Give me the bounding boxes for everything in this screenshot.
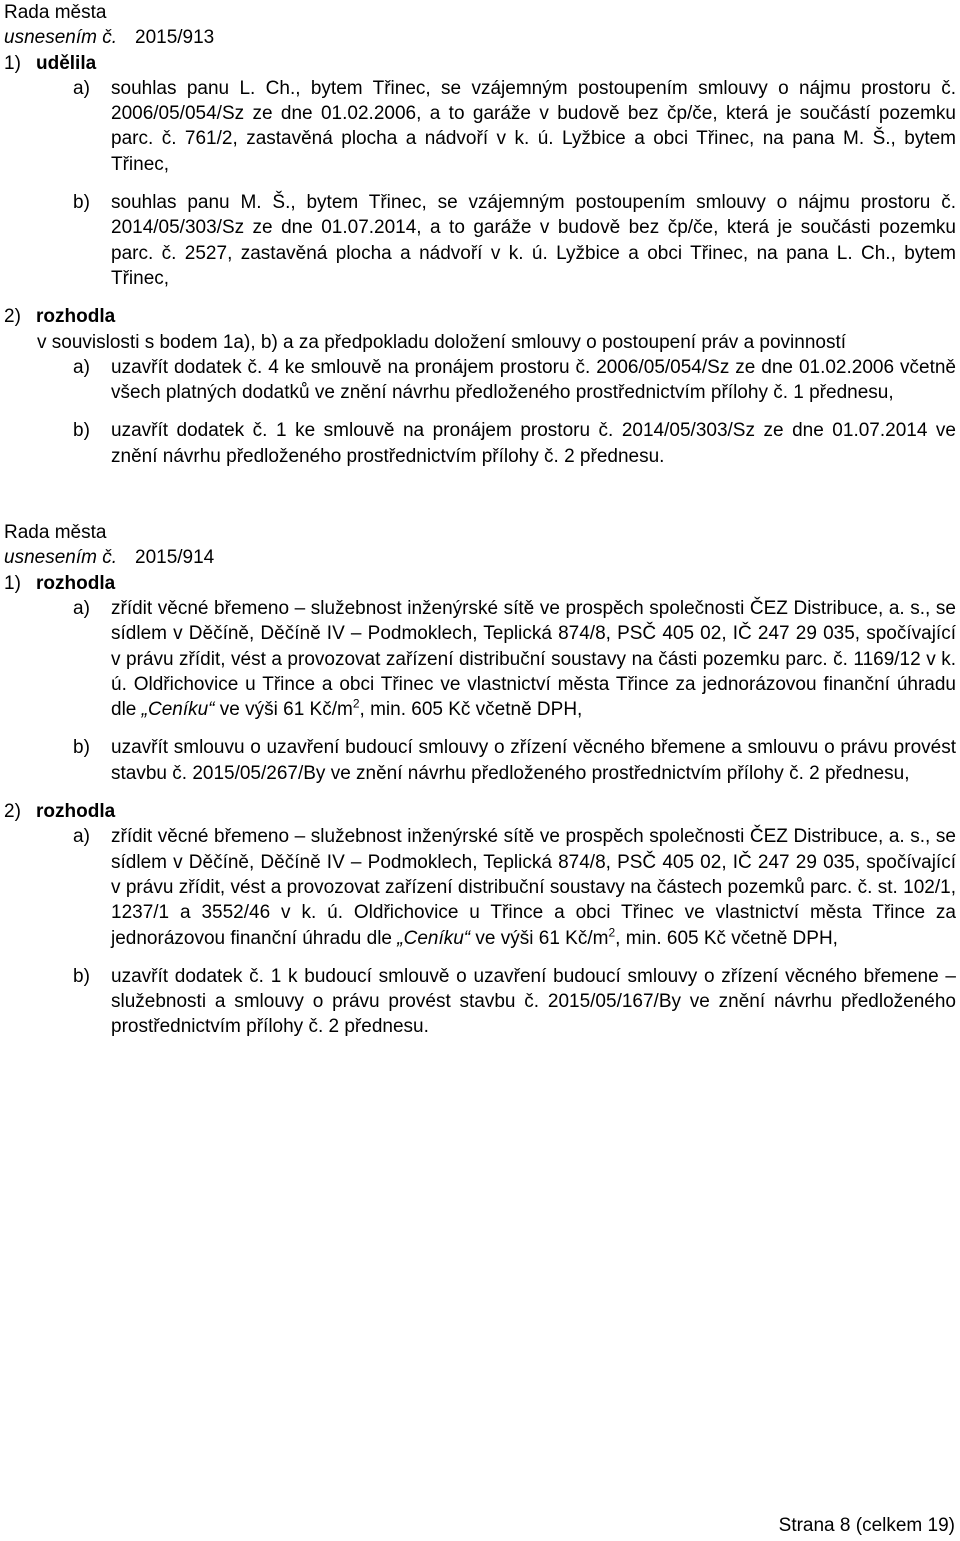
item-text-1: zřídit věcné břemeno – služebnost inženýrské sítě ve prospěch společnosti ČEZ Distribuce, a. s., se sídlem v Děčíně, Děčíně IV – Podmoklech, Teplická 874/8, PSČ 405 02, IČ 247 29 035, spočívající v právu zřídit, vést a provozovat zařízení distribuční soustavy na části pozemku parc. č. 1169/12 v k. ú. Oldřichovice u Třince a obci Třinec ve vlastnictví města Třince za jednorázovou finanční úhradu dle [111,597,956,721]
price-list-reference: „Ceníku“ [397,927,471,949]
council-heading: Rada města [4,522,107,544]
superscript: 2 [352,696,360,711]
item-b [4,418,956,469]
item-text: uzavřít dodatek č. 1 k budoucí smlouvě o uzavření budoucí smlouvy o zřízení věcného břemene – služebnosti a smlouvy o právu provést stavbu č. 2015/05/167/By ve znění návrhu předloženého prostřednictvím přílohy č. 2 přednesu. [111,965,956,1038]
section-spacer [4,469,956,520]
item-text-2: ve výši 61 Kč/m [470,927,609,949]
item-text-2: ve výši 61 Kč/m [214,699,353,721]
point-2 [4,799,956,1040]
point-number: 2) [4,801,21,823]
item-text-3: , min. 605 Kč včetně DPH, [359,699,583,721]
superscript: 2 [608,925,616,940]
item-a [4,76,956,177]
council-heading: Rada města [4,2,107,23]
item-text: uzavřít dodatek č. 4 ke smlouvě na pronájem prostoru č. 2006/05/054/Sz ze dne 01.02.2006 včetně všech platných dodatků ve znění návrhu předloženého prostřednictvím přílohy č. 1 přednesu, [111,356,956,404]
resolution-number: 2015/913 [135,27,215,49]
resolution-label: usnesením č. [4,27,117,49]
resolution-2015-914 [4,520,956,1040]
item-marker: a) [73,826,90,848]
item-marker: b) [73,192,90,214]
item-marker: b) [73,737,90,759]
item-a [4,355,956,406]
item-marker: a) [73,356,90,378]
point-number: 2) [4,306,21,328]
price-list-reference: „Ceníku“ [141,699,215,721]
document-page [4,0,956,1040]
point-heading [4,51,956,76]
item-text: uzavřít dodatek č. 1 ke smlouvě na pronájem prostoru č. 2014/05/303/Sz ze dne 01.07.2014 ve znění návrhu předloženého prostřednictvím přílohy č. 2 přednesu. [111,420,956,467]
page-number-footer: Strana 8 (celkem 19) [778,1515,955,1536]
point-2 [4,304,956,469]
item-b [4,735,956,786]
item-b [4,964,956,1040]
point-heading [4,571,956,596]
point-verb: rozhodla [36,572,116,594]
item-text: uzavřít smlouvu o uzavření budoucí smlouvy o zřízení věcného břemene a smlouvu o právu provést stavbu č. 2015/05/267/By ve znění návrhu předloženého prostřednictvím přílohy č. 2 přednesu, [111,737,956,784]
item-text: souhlas panu M. Š., bytem Třinec, se vzájemným postoupením smlouvy o nájmu prostoru č. 2014/05/303/Sz ze dne 01.07.2014, a to garáže v budově bez čp/če, která je součásti pozemku parc. č. 2527, zastavěná plocha a nádvoří v k. ú. Lyžbice a obci Třinec, na pana L. Ch., bytem Třinec, [111,192,956,289]
point-1 [4,571,956,786]
point-number: 1) [4,572,21,594]
point-heading [4,799,956,824]
resolution-number-line [4,25,956,50]
item-text-3: , min. 605 Kč včetně DPH, [615,927,838,949]
point-verb: rozhodla [36,306,116,328]
resolution-number-line [4,545,956,570]
item-b [4,190,956,291]
point-1 [4,51,956,292]
item-a [4,824,956,950]
item-text-1: zřídit věcné břemeno – služebnost inženýrské sítě ve prospěch společnosti ČEZ Distribuce, a. s., se sídlem v Děčíně, Děčíně IV – Podmoklech, Teplická 874/8, PSČ 405 02, IČ 247 29 035, spočívající v právu zřídit, vést a provozovat zařízení distribuční soustavy na částech pozemků parc. č. st. 102/1, 1237/1 a 3552/46 v k. ú. Oldřichovice u Třince a obci Třinec ve vlastnictví města Třince za jednorázovou finanční úhradu dle [111,826,956,949]
resolution-number: 2015/914 [135,547,215,569]
item-marker: a) [73,597,90,619]
item-marker: b) [73,965,90,987]
item-marker: a) [73,77,90,99]
point-number: 1) [4,52,21,74]
resolution-2015-913 [4,0,956,469]
item-marker: b) [73,420,90,442]
point-heading [4,304,956,329]
item-text: souhlas panu L. Ch., bytem Třinec, se vzájemným postoupením smlouvy o nájmu prostoru č. 2006/05/054/Sz ze dne 01.02.2006, a to garáže v budově bez čp/če, která je součástí pozemku parc. č. 761/2, zastavěná plocha a nádvoří v k. ú. Lyžbice a obci Třinec, na pana M. Š., bytem Třinec, [111,77,956,175]
point-intro: v souvislosti s bodem 1a), b) a za předpokladu doložení smlouvy o postoupení práv a povinností [37,331,847,353]
item-a [4,596,956,722]
resolution-label: usnesením č. [4,547,117,569]
point-verb: udělila [36,52,97,74]
point-verb: rozhodla [36,801,116,823]
